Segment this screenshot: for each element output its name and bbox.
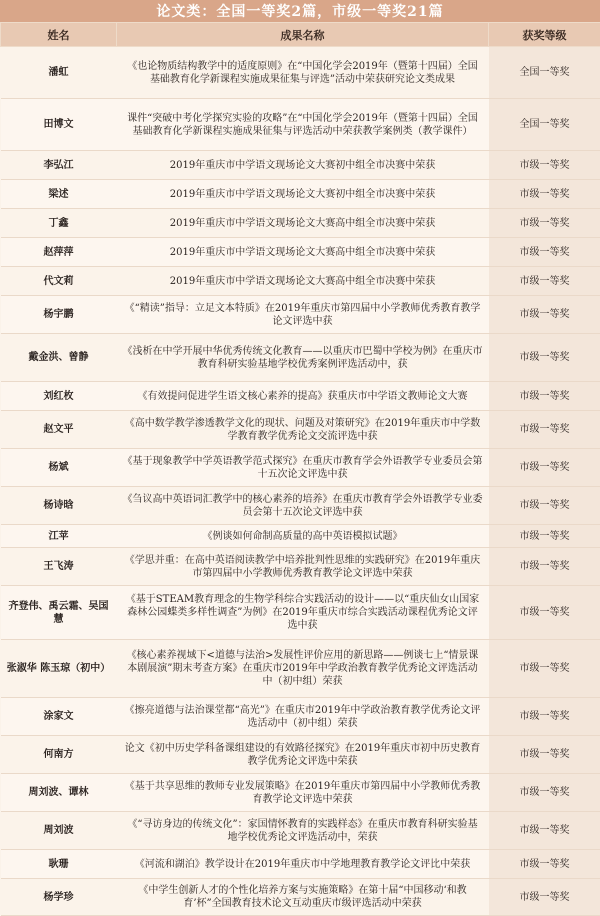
table-row (1, 812, 600, 850)
award-winner-name: 周刘波 (1, 812, 117, 850)
table-row (1, 698, 600, 736)
award-level: 市级一等奖 (489, 640, 600, 698)
award-winner-name: 杨学珍 (1, 879, 117, 916)
table-row (1, 296, 600, 334)
award-winner-name: 杨宇鹏 (1, 296, 117, 334)
award-achievement-title: 2019年重庆市中学语文现场论文大赛高中组全市决赛中荣获 (117, 209, 489, 238)
award-winner-name: 丁鑫 (1, 209, 117, 238)
award-level: 市级一等奖 (489, 879, 600, 916)
award-achievement-title: 2019年重庆市中学语文现场论文大赛初中组全市决赛中荣获 (117, 151, 489, 180)
award-achievement-title: 《“精读”指导：立足文本特质》在2019年重庆市第四届中小学教师优秀教育教学论文评选中获 (117, 296, 489, 334)
award-level: 市级一等奖 (489, 334, 600, 382)
table-row (1, 640, 600, 698)
award-level: 市级一等奖 (489, 487, 600, 525)
award-achievement-title: 《刍议高中英语词汇教学中的核心素养的培养》在重庆市教育学会外语教学专业委员会第十五次论文评选中获 (117, 487, 489, 525)
table-header-row (1, 23, 600, 47)
table-row (1, 382, 600, 411)
table-row (1, 774, 600, 812)
table-row (1, 99, 600, 151)
award-achievement-title: 《浅析在中学开展中华优秀传统文化教育——以重庆市巴蜀中学校为例》在重庆市教育科研实验基地学校优秀案例评选活动中，获 (117, 334, 489, 382)
header-name: 姓名 (1, 23, 117, 47)
award-winner-name: 涂家文 (1, 698, 117, 736)
award-winner-name: 赵文平 (1, 411, 117, 449)
table-row (1, 267, 600, 296)
award-achievement-title: 2019年重庆市中学语文现场论文大赛高中组全市决赛中荣获 (117, 267, 489, 296)
award-winner-name: 戴金洪、曾静 (1, 334, 117, 382)
award-achievement-title: 《也论物质结构教学中的适度原则》在“中国化学会2019年（暨第十四届）全国基础教育化学新课程实施成果征集与评选”活动中荣获研究论文类成果 (117, 47, 489, 99)
award-level: 市级一等奖 (489, 180, 600, 209)
award-level: 市级一等奖 (489, 382, 600, 411)
award-winner-name: 赵萍萍 (1, 238, 117, 267)
award-level: 市级一等奖 (489, 812, 600, 850)
table-row (1, 736, 600, 774)
table-row (1, 411, 600, 449)
award-level: 市级一等奖 (489, 151, 600, 180)
award-achievement-title: 《有效提问促进学生语文核心素养的提高》获重庆市中学语文教师论文大赛 (117, 382, 489, 411)
table-row (1, 151, 600, 180)
award-winner-name: 代文莉 (1, 267, 117, 296)
award-achievement-title: 2019年重庆市中学语文现场论文大赛高中组全市决赛中荣获 (117, 238, 489, 267)
table-row (1, 180, 600, 209)
table-row (1, 47, 600, 99)
award-achievement-title: 2019年重庆市中学语文现场论文大赛初中组全市决赛中荣获 (117, 180, 489, 209)
table-row (1, 879, 600, 916)
table-row (1, 850, 600, 879)
award-level: 市级一等奖 (489, 548, 600, 586)
award-winner-name: 梁述 (1, 180, 117, 209)
award-winner-name: 潘虹 (1, 47, 117, 99)
award-achievement-title: 《擦亮道德与法治课堂都“高光”》在重庆市2019年中学政治教育教学优秀论文评选活动中（初中组）荣获 (117, 698, 489, 736)
table-row (1, 548, 600, 586)
award-winner-name: 张淑华 陈玉琼（初中） (1, 640, 117, 698)
award-level: 全国一等奖 (489, 99, 600, 151)
award-level: 市级一等奖 (489, 698, 600, 736)
award-achievement-title: 《学思并重：在高中英语阅读教学中培养批判性思维的实践研究》在2019年重庆市第四届中小学教师优秀教育教学论文评选中荣获 (117, 548, 489, 586)
award-level: 全国一等奖 (489, 47, 600, 99)
award-winner-name: 齐登伟、禹云霜、吴国慧 (1, 586, 117, 640)
award-level: 市级一等奖 (489, 586, 600, 640)
award-level: 市级一等奖 (489, 267, 600, 296)
award-winner-name: 耿珊 (1, 850, 117, 879)
table-row (1, 334, 600, 382)
award-winner-name: 王飞涛 (1, 548, 117, 586)
award-achievement-title: 论文《初中历史学科备课组建设的有效路径探究》在2019年重庆市初中历史教育教学优秀论文评选中荣获 (117, 736, 489, 774)
award-level: 市级一等奖 (489, 449, 600, 487)
award-level: 市级一等奖 (489, 774, 600, 812)
award-achievement-title: 《例谈如何命制高质量的高中英语模拟试题》 (117, 525, 489, 548)
award-level: 市级一等奖 (489, 296, 600, 334)
award-achievement-title: 《基于STEAM教育理念的生物学科综合实践活动的设计——以“重庆仙女山国家森林公园蝶类多样性调查”为例》在2019年重庆市综合实践活动课程优秀论文评选中获 (117, 586, 489, 640)
award-level: 市级一等奖 (489, 209, 600, 238)
award-achievement-title: 《高中数学教学渗透教学文化的现状、问题及对策研究》在2019年重庆市中学数学教育教学优秀论文交流评选中获 (117, 411, 489, 449)
award-achievement-title: 《基于现象教学中学英语教学范式探究》在重庆市教育学会外语教学专业委员会第十五次论文评选中获 (117, 449, 489, 487)
table-row (1, 586, 600, 640)
award-level: 市级一等奖 (489, 411, 600, 449)
award-winner-name: 田博文 (1, 99, 117, 151)
award-winner-name: 周刘波、谭林 (1, 774, 117, 812)
banner-title: 论文类：全国一等奖2篇，市级一等奖21篇 (0, 0, 600, 22)
awards-table (0, 22, 600, 916)
award-winner-name: 杨诗晗 (1, 487, 117, 525)
award-achievement-title: 《中学生创新人才的个性化培养方案与实施策略》在第十届“中国移动‘和教育’杯”全国教育技术论文互动重庆市级评选活动中荣获 (117, 879, 489, 916)
award-level: 市级一等奖 (489, 736, 600, 774)
award-winner-name: 杨斌 (1, 449, 117, 487)
award-achievement-title: 《河流和湖泊》教学设计在2019年重庆市中学地理教育教学论文评比中荣获 (117, 850, 489, 879)
award-winner-name: 刘红枚 (1, 382, 117, 411)
table-row (1, 525, 600, 548)
award-winner-name: 李弘江 (1, 151, 117, 180)
award-achievement-title: 《基于共享思维的教师专业发展策略》在2019年重庆市第四届中小学教师优秀教育教学论文评选中荣获 (117, 774, 489, 812)
table-row (1, 449, 600, 487)
award-level: 市级一等奖 (489, 238, 600, 267)
award-achievement-title: 《核心素养视域下<道德与法治>发展性评价应用的新思路——例谈七上“情景课本剧展演”期末考查方案》在重庆市2019年中学政治教育教学优秀论文评选活动中（初中组）荣获 (117, 640, 489, 698)
table-row (1, 238, 600, 267)
award-achievement-title: 《“寻访身边的传统文化”：家国情怀教育的实践样态》在重庆市教育科研实验基地学校优秀论文评选活动中，荣获 (117, 812, 489, 850)
header-level: 获奖等级 (489, 23, 600, 47)
table-row (1, 487, 600, 525)
award-level: 市级一等奖 (489, 850, 600, 879)
table-row (1, 209, 600, 238)
header-title: 成果名称 (117, 23, 489, 47)
award-winner-name: 江苹 (1, 525, 117, 548)
award-winner-name: 何南方 (1, 736, 117, 774)
award-achievement-title: 课件“突破中考化学探究实验的攻略”在“中国化学会2019年（暨第十四届）全国基础教育化学新课程实施成果征集与评选活动中荣获教学案例类（教学课件） (117, 99, 489, 151)
award-level: 市级一等奖 (489, 525, 600, 548)
